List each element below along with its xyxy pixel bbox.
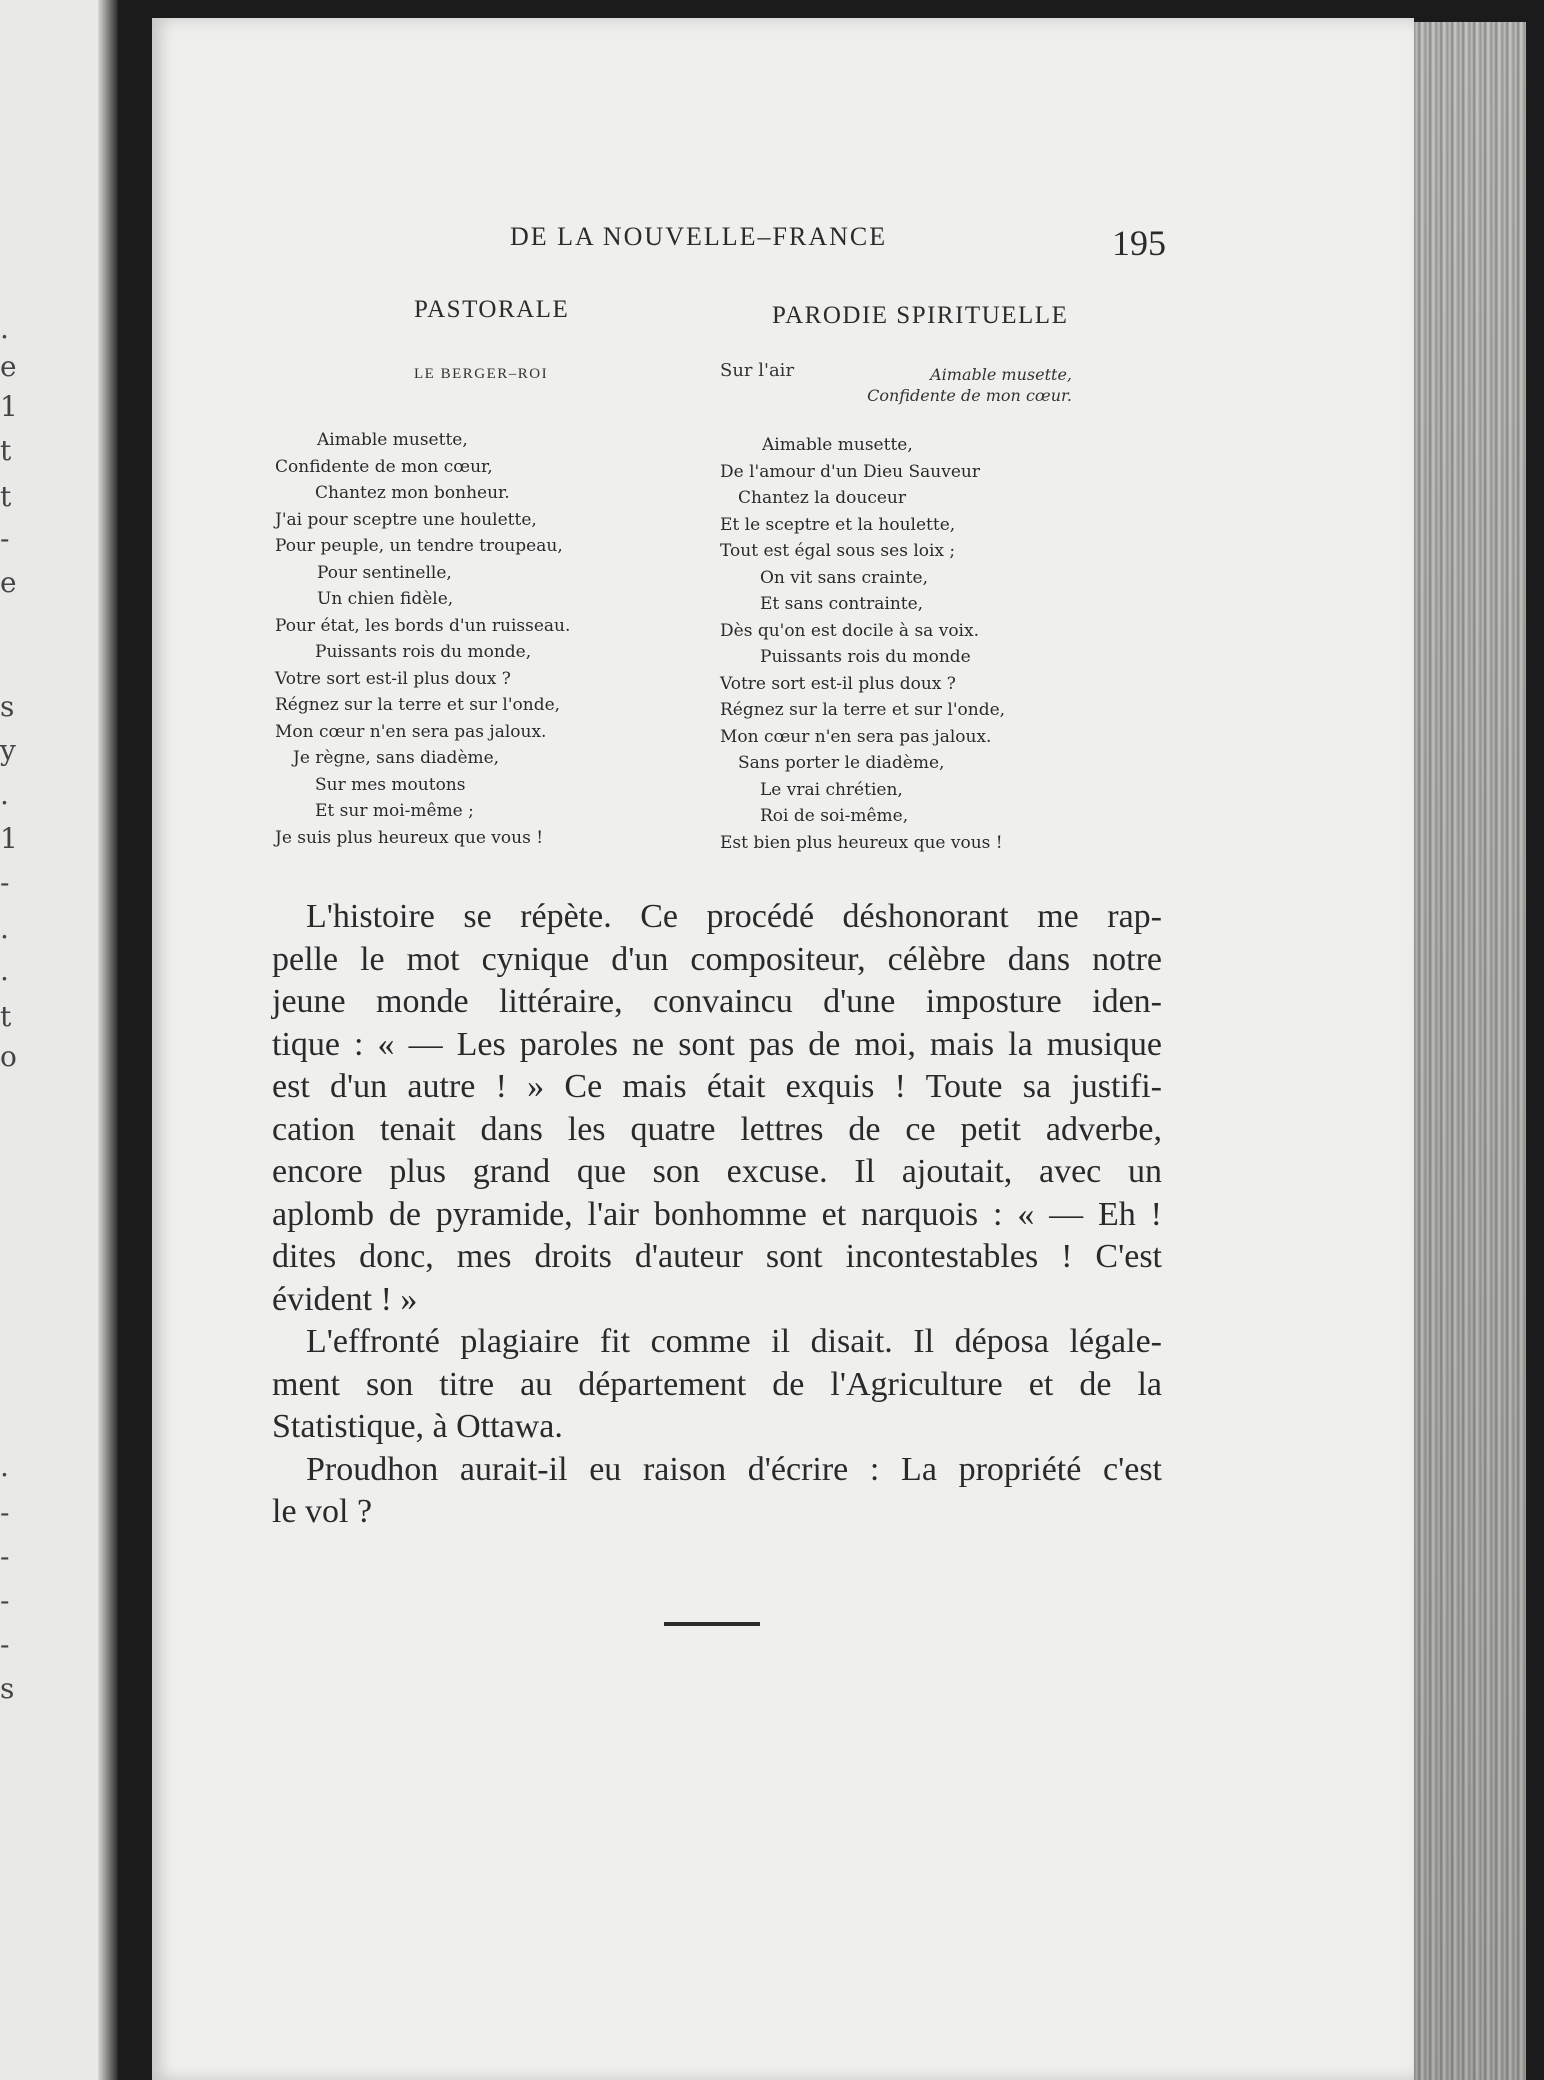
running-title: DE LA NOUVELLE–FRANCE — [510, 222, 888, 251]
facing-page-char: t — [0, 1000, 12, 1033]
prose-line: L'histoire se répète. Ce procédé déshonorant me rap- — [306, 898, 1162, 935]
verse-line: Dès qu'on est docile à sa voix. — [720, 620, 979, 641]
verse-line: Mon cœur n'en sera pas jaloux. — [720, 726, 992, 747]
prose-line: jeune monde littéraire, convaincu d'une imposture iden- — [272, 983, 1162, 1020]
facing-page-char: . — [0, 778, 9, 811]
verse-line: Chantez mon bonheur. — [315, 483, 510, 503]
verse-line: Chantez la douceur — [738, 488, 906, 508]
prose-line: Proudhon aurait-il eu raison d'écrire : La propriété c'est — [306, 1450, 1162, 1488]
facing-page-char: e — [0, 350, 17, 383]
facing-page-char: . — [0, 912, 9, 945]
facing-page-char: 1 — [0, 390, 18, 423]
facing-page-char: t — [0, 480, 12, 513]
page-edges-shade — [1414, 22, 1526, 2080]
prose-line: est d'un autre ! » Ce mais était exquis ! Toute sa justifi- — [272, 1068, 1162, 1105]
facing-page-char: t — [0, 434, 12, 467]
facing-page — [0, 0, 118, 2080]
prose-line: encore plus grand que son excuse. Il ajoutait, avec un — [272, 1153, 1162, 1190]
air-label: Sur l'air — [720, 360, 795, 381]
verse-line: Pour sentinelle, — [317, 562, 452, 583]
verse-line: Aimable musette, — [317, 430, 468, 450]
prose-line: évident ! » — [272, 1280, 418, 1318]
facing-page-char: . — [0, 312, 9, 345]
verse-line: Puissants rois du monde, — [315, 642, 532, 662]
prose-line: Statistique, à Ottawa. — [272, 1408, 563, 1445]
prose-line: le vol ? — [272, 1493, 373, 1530]
verse-line: Roi de soi-même, — [760, 806, 909, 826]
verse-line: On vit sans crainte, — [760, 567, 928, 588]
verse-line: Tout est égal sous ses loix ; — [720, 541, 956, 561]
verse-line: Confidente de mon cœur, — [275, 456, 493, 477]
verse-line: Et le sceptre et la houlette, — [720, 514, 956, 535]
air-tune-line: Aimable musette, — [930, 365, 1072, 384]
verse-line: Sans porter le diadème, — [738, 753, 945, 773]
verse-line: Puissants rois du monde — [760, 647, 971, 667]
prose-line: aplomb de pyramide, l'air bonhomme et narquois : « — Eh ! — [272, 1195, 1162, 1233]
prose-line: cation tenait dans les quatre lettres de ce petit adverbe, — [272, 1110, 1162, 1148]
facing-page-char: - — [0, 1628, 10, 1661]
parodie-verse — [720, 432, 1005, 856]
verse-line: Et sur moi-même ; — [315, 801, 474, 821]
prose-line: pelle le mot cynique d'un compositeur, célèbre dans notre — [272, 940, 1162, 978]
page-gutter — [98, 0, 118, 2080]
prose-line: ment son titre au département de l'Agriculture et de la — [272, 1365, 1162, 1403]
verse-line: De l'amour d'un Dieu Sauveur — [720, 461, 980, 482]
verse-line: Sur mes moutons — [315, 774, 466, 795]
verse-line: Votre sort est-il plus doux ? — [720, 673, 956, 694]
verse-line: Pour peuple, un tendre troupeau, — [275, 536, 563, 556]
facing-page-char: y — [0, 734, 16, 767]
pastorale-verse — [275, 427, 570, 851]
prose-body — [272, 896, 1162, 1534]
facing-page-char: 1 — [0, 822, 18, 855]
pastorale-title: PASTORALE — [414, 296, 570, 323]
prose-line: dites donc, mes droits d'auteur sont incontestables ! C'est — [272, 1238, 1162, 1275]
facing-page-char: s — [0, 690, 15, 723]
air-tune-line: Confidente de mon cœur. — [867, 386, 1072, 405]
parodie-title: PARODIE SPIRITUELLE — [772, 302, 1069, 329]
verse-line: Régnez sur la terre et sur l'onde, — [275, 695, 561, 715]
facing-page-char: o — [0, 1040, 17, 1073]
facing-page-char: . — [0, 1450, 9, 1483]
facing-page-char: s — [0, 1672, 15, 1705]
facing-page-char: - — [0, 522, 10, 555]
pastorale-subtitle: LE BERGER–ROI — [414, 366, 549, 382]
verse-line: Régnez sur la terre et sur l'onde, — [720, 700, 1006, 720]
verse-line: Aimable musette, — [762, 435, 913, 455]
page-number: 195 — [1112, 223, 1166, 263]
air-tune — [836, 364, 1072, 406]
end-rule — [664, 1622, 760, 1626]
prose-line: L'effronté plagiaire fit comme il disait. Il déposa légale- — [306, 1323, 1162, 1360]
verse-line: Un chien fidèle, — [317, 589, 454, 609]
verse-line: Votre sort est-il plus doux ? — [275, 668, 511, 689]
verse-line: J'ai pour sceptre une houlette, — [275, 509, 537, 530]
facing-page-char: - — [0, 1496, 10, 1529]
verse-line: Mon cœur n'en sera pas jaloux. — [275, 721, 547, 742]
facing-page-char: - — [0, 866, 10, 899]
prose-line: tique : « — Les paroles ne sont pas de moi, mais la musique — [272, 1025, 1162, 1063]
verse-line: Le vrai chrétien, — [760, 779, 903, 800]
verse-line: Et sans contrainte, — [760, 594, 924, 614]
verse-line: Je règne, sans diadème, — [293, 748, 500, 768]
facing-page-char: e — [0, 566, 17, 599]
verse-line: Je suis plus heureux que vous ! — [275, 827, 544, 848]
verse-line: Est bien plus heureux que vous ! — [720, 832, 1003, 853]
facing-page-char: . — [0, 954, 9, 987]
facing-page-char: - — [0, 1540, 10, 1573]
facing-page-char: - — [0, 1584, 10, 1617]
verse-line: Pour état, les bords d'un ruisseau. — [275, 615, 571, 636]
